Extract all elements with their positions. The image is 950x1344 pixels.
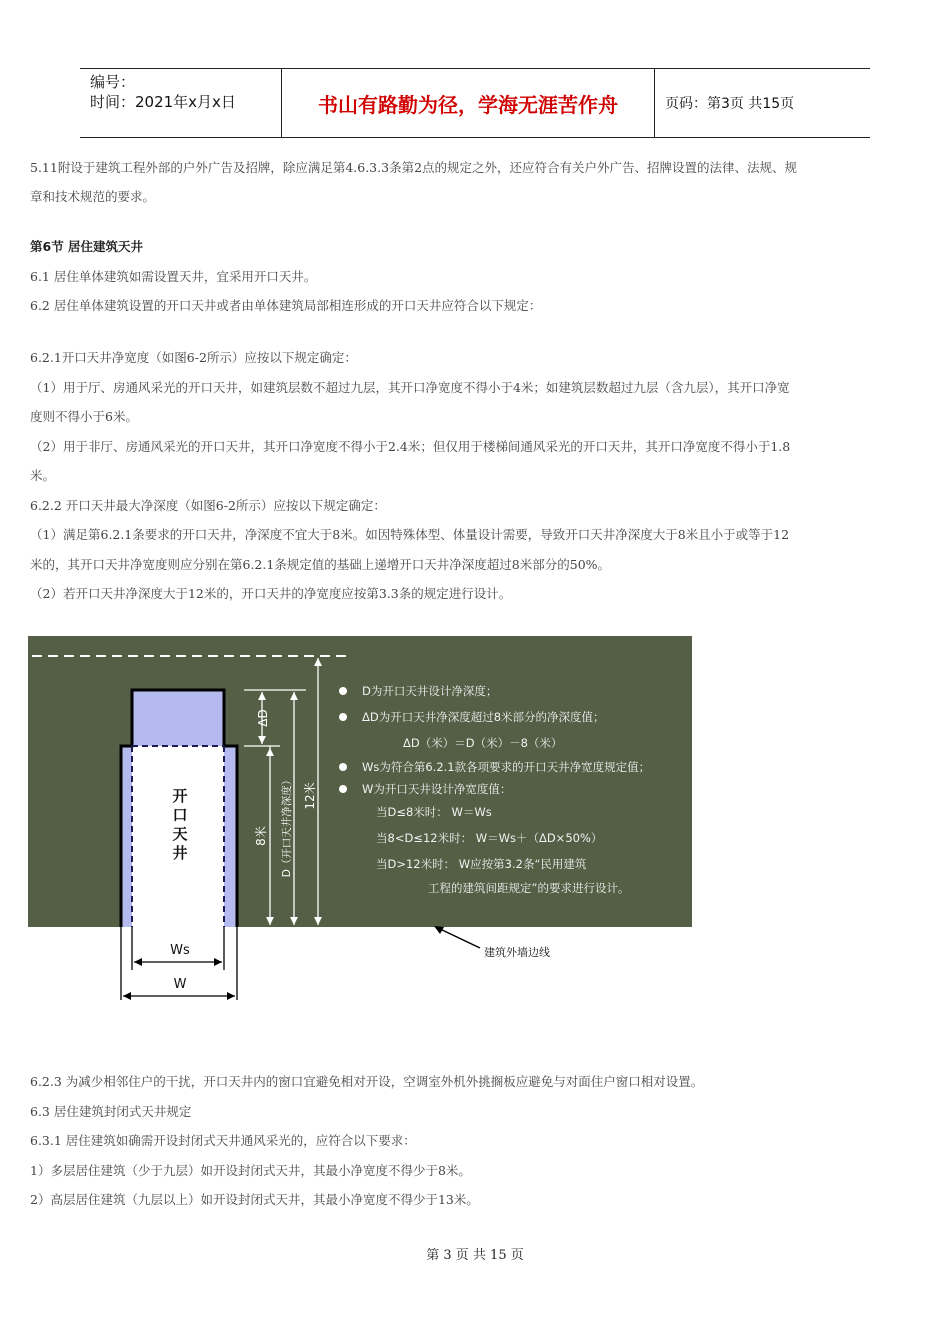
paragraph-6-3: 6.3 居住建筑封闭式天井规定 <box>30 1104 192 1119</box>
section-6-title: 第6节 居住建筑天井 <box>30 239 144 254</box>
page-header <box>80 68 870 138</box>
page-footer: 第 3 页 共 15 页 <box>426 1248 524 1263</box>
number-label: 编号： <box>90 73 136 91</box>
paragraph-6-2-1-item1-line1: （1）用于厅、房通风采光的开口天井，如建筑层数不超过九层，其开口净宽度不得小于4米；如建筑层数超过九层（含九层），其开口净宽 <box>30 380 790 395</box>
paragraph-6-2: 6.2 居住单体建筑设置的开口天井或者由单体建筑局部相连形成的开口天井应符合以下规定： <box>30 298 542 313</box>
note-9: 工程的建筑间距规定”的要求进行设计。 <box>428 881 630 895</box>
well-label-char-1: 开 <box>172 787 188 805</box>
date-label: 时间：2021年x月x日 <box>90 93 236 111</box>
note-5: W为开口天井设计净宽度值： <box>362 782 512 796</box>
paragraph-6-2-1-item2-line1: （2）用于非厅、房通风采光的开口天井，其开口净宽度不得小于2.4米；但仅用于楼梯间通风采光的开口天井，其开口净宽度不得小于1.8 <box>30 439 791 454</box>
note-2: ΔD为开口天井净深度超过8米部分的净深度值； <box>362 710 605 724</box>
paragraph-6-3-1: 6.3.1 居住建筑如确需开设封闭式天井通风采光的，应符合以下要求： <box>30 1133 416 1148</box>
paragraph-6-2-3: 6.2.3 为减少相邻住户的干扰，开口天井内的窗口宜避免相对开设，空调室外机外挑搁板应避免与对面住户窗口相对设置。 <box>30 1074 704 1089</box>
paragraph-6-2-2-item1-line2: 米的，其开口天井净宽度则应分别在第6.2.1条规定值的基础上递增开口天井净深度超过8米部分的50%。 <box>30 557 611 572</box>
paragraph-5-11-line1: 5.11附设于建筑工程外部的户外广告及招牌，除应满足第4.6.3.3条第2点的规定之外，还应符合有关户外广告、招牌设置的法律、法规、规 <box>30 160 798 175</box>
delta-d-label: ΔD <box>256 709 270 727</box>
header-left-cell <box>80 69 281 137</box>
header-motto: 书山有路勤为径，学海无涯苦作舟 <box>281 69 655 137</box>
note-6: 当D≤8米时： W＝Ws <box>376 805 492 819</box>
note-8: 当D>12米时： W应按第3.2条“民用建筑 <box>376 857 587 871</box>
note-1: D为开口天井设计净深度； <box>362 684 498 698</box>
paragraph-6-2-1: 6.2.1开口天井净宽度（如图6-2所示）应按以下规定确定： <box>30 350 357 365</box>
paragraph-6-3-1-item1: 1）多层居住建筑（少于九层）如开设封闭式天井，其最小净宽度不得少于8米。 <box>30 1163 471 1178</box>
header-page-info: 页码：第3页 共15页 <box>665 96 795 112</box>
paragraph-6-1: 6.1 居住单体建筑如需设置天井，宜采用开口天井。 <box>30 269 317 284</box>
paragraph-5-11-line2: 章和技术规范的要求。 <box>30 189 156 204</box>
well-label-char-2: 口 <box>172 806 188 824</box>
note-3: ΔD（米）＝D（米）－8（米） <box>403 736 563 750</box>
ws-label: Ws <box>170 943 190 958</box>
dim-8m-label: 8米 <box>254 826 268 846</box>
paragraph-6-2-2: 6.2.2 开口天井最大净深度（如图6-2所示）应按以下规定确定： <box>30 498 386 513</box>
note-7: 当8<D≤12米时： W＝Ws＋（ΔD×50%） <box>376 831 603 845</box>
paragraph-6-2-2-item2: （2）若开口天井净深度大于12米的，开口天井的净宽度应按第3.3条的规定进行设计。 <box>30 586 512 601</box>
outline-label: 建筑外墙边线 <box>484 946 550 959</box>
paragraph-6-2-2-item1-line1: （1）满足第6.2.1条要求的开口天井，净深度不宜大于8米。如因特殊体型、体量设计需要，导致开口天井净深度大于8米且小于或等于12 <box>30 527 790 542</box>
paragraph-6-2-1-item1-line2: 度则不得小于6米。 <box>30 409 138 424</box>
w-label: W <box>173 977 187 992</box>
dim-d-label: D（开口天井净深度） <box>281 774 293 878</box>
dim-12m-label: 12米 <box>303 782 317 810</box>
well-label-char-3: 天 <box>172 825 188 843</box>
paragraph-6-3-1-item2: 2）高层居住建筑（九层以上）如开设封闭式天井，其最小净宽度不得少于13米。 <box>30 1192 479 1207</box>
note-4: Ws为符合第6.2.1款各项要求的开口天井净宽度规定值； <box>362 760 651 774</box>
well-label-char-4: 井 <box>172 844 188 862</box>
open-courtyard-diagram <box>28 636 692 1002</box>
paragraph-6-2-1-item2-line2: 米。 <box>30 468 56 483</box>
